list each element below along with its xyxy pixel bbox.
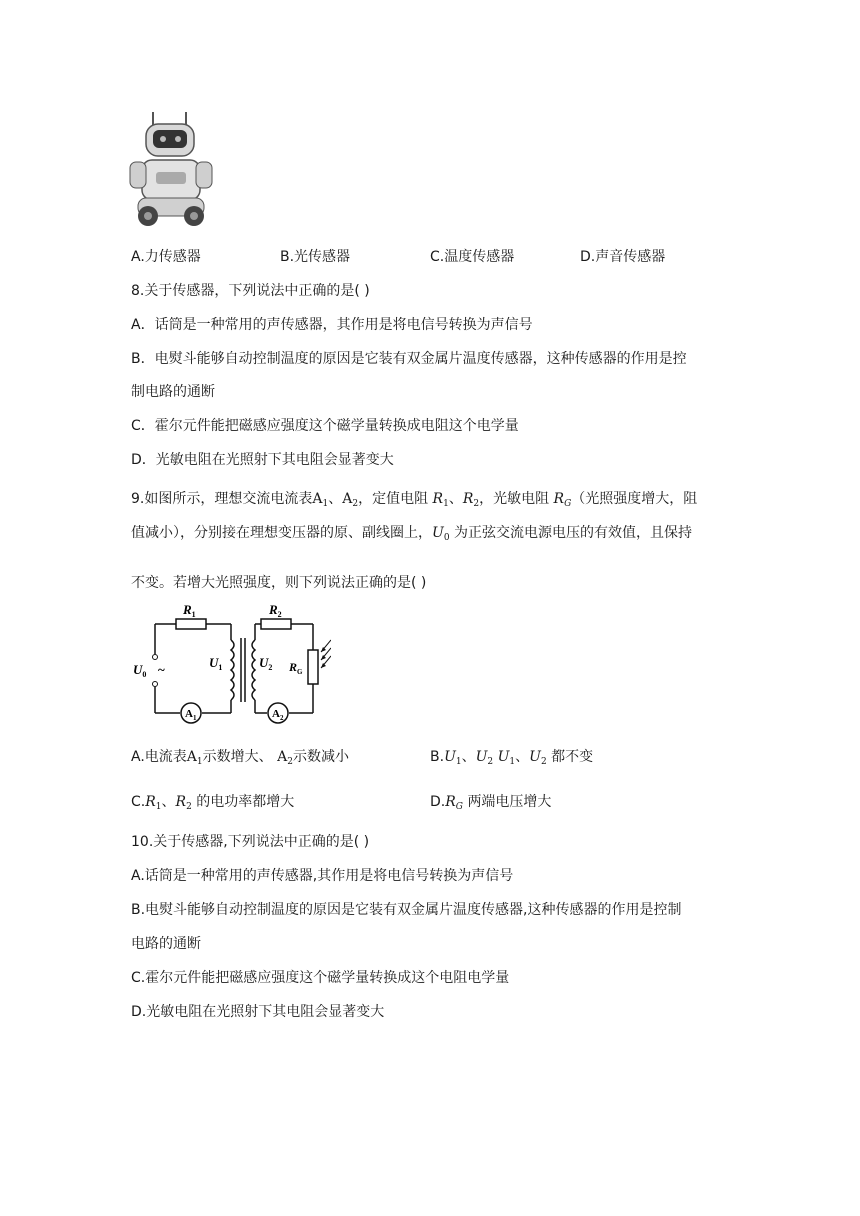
q9-stem-line2: 值减小），分别接在理想变压器的原、副线圈上，$U_0$ 为正弦交流电源电压的有效值，且保持 <box>131 525 692 543</box>
q8-option-d: D．光敏电阻在光照射下其电阻会显著变大 <box>131 452 394 468</box>
q10-option-b-line1: B.电熨斗能够自动控制温度的原因是它装有双金属片温度传感器,这种传感器的作用是控制 <box>131 902 682 918</box>
q7-option-a: A.力传感器 <box>131 249 201 265</box>
q9-option-d: $D.R_G$ 两端电压增大 <box>430 794 552 812</box>
q10-option-b-line2: 电路的通断 <box>131 936 201 952</box>
q9-option-b: $B.U_1$、$U_2$ $U_1$、$U_2$ 都不变 <box>430 749 594 767</box>
q8-stem: 8.关于传感器，下列说法中正确的是( ) <box>131 283 370 299</box>
robot-drawing <box>128 110 214 230</box>
label-rg: $R_G$ <box>289 660 303 676</box>
q10-stem: 10.关于传感器,下列说法中正确的是( ) <box>131 834 370 850</box>
label-a2: $A_2$ <box>272 708 284 722</box>
label-u1: $U_1$ <box>209 655 223 672</box>
robot-image <box>128 110 214 230</box>
q7-option-c: C.温度传感器 <box>430 249 515 265</box>
circuit-drawing <box>131 600 331 730</box>
q8-option-b-line1: B．电熨斗能够自动控制温度的原因是它装有双金属片温度传感器，这种传感器的作用是控 <box>131 351 687 367</box>
q9-stem-line3: 不变。若增大光照强度，则下列说法正确的是( ) <box>131 575 427 591</box>
q10-option-d: D.光敏电阻在光照射下其电阻会显著变大 <box>131 1004 385 1020</box>
label-a1: $A_1$ <box>185 708 197 722</box>
q10-option-a: A.话筒是一种常用的声传感器,其作用是将电信号转换为声信号 <box>131 868 514 884</box>
q10-option-c: C.霍尔元件能把磁感应强度这个磁学量转换成这个电阻电学量 <box>131 970 510 986</box>
q8-option-a: A．话筒是一种常用的声传感器，其作用是将电信号转换为声信号 <box>131 317 533 333</box>
q8-option-c: C．霍尔元件能把磁感应强度这个磁学量转换成电阻这个电学量 <box>131 418 519 434</box>
q9-stem-line1: 9.如图所示，理想交流电流表$A_1$、$A_2$，定值电阻 $R_1$、$R_2$，光敏电阻 $R_G$（光照强度增大，阻 <box>131 491 698 509</box>
q8-option-b-line2: 制电路的通断 <box>131 384 215 400</box>
label-u2: $U_2$ <box>259 655 273 672</box>
label-ac-tilde: ~ <box>158 662 165 677</box>
q9-option-c: $C.R_1$、$R_2$ 的电功率都增大 <box>131 794 295 812</box>
q7-option-b: B.光传感器 <box>280 249 351 265</box>
label-r2: $R_2$ <box>269 602 282 619</box>
circuit-diagram <box>131 600 331 730</box>
q9-option-a: A.电流表$A_1$示数增大、 $A_2$示数减小 <box>131 749 349 767</box>
label-r1: $R_1$ <box>183 602 196 619</box>
q7-option-d: D.声音传感器 <box>580 249 666 265</box>
label-u0: $U_0$ <box>133 662 147 679</box>
